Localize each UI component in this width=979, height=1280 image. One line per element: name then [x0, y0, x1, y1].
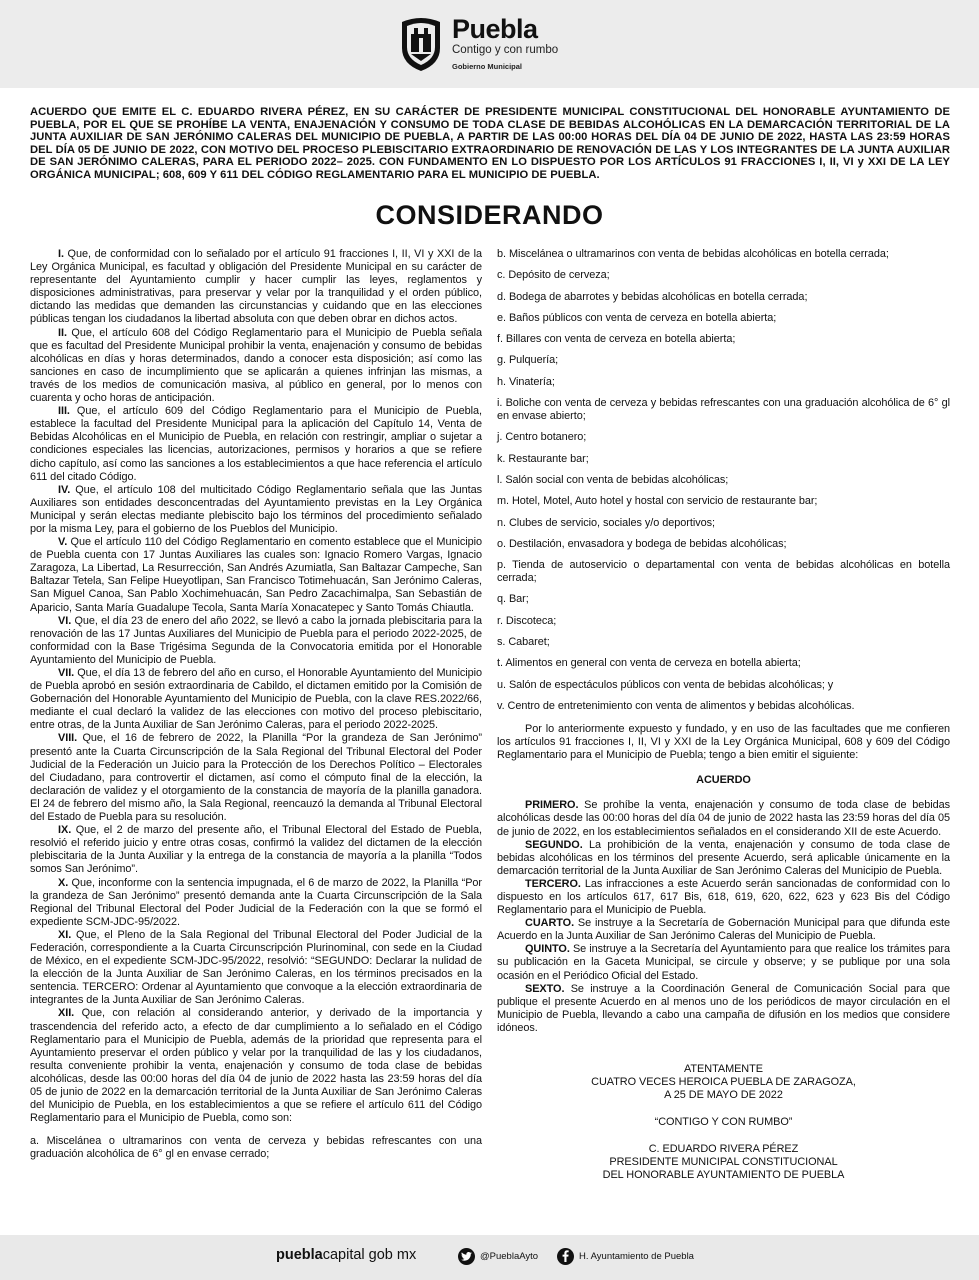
establishment-item: h. Vinatería;: [497, 375, 555, 388]
establishment-item: t. Alimentos en general con venta de cerveza en botella abierta;: [497, 657, 801, 670]
establishment-item: n. Clubes de servicio, sociales y/o deportivos;: [497, 516, 715, 529]
considerando-paragraph: VII. Que, el día 13 de febrero del año en curso, el Honorable Ayuntamiento del Municipio de Puebla aprobó en sesión extraordinaria de Cabildo, el dictamen emitido por la Comisión de Gobernación del Honorable Ayuntamiento del Municipio de Puebla, con la clave RES.2022/66, mediante el cual declaró la validez de las elecciones con motivo del proceso plebiscitario, entre otras, de la Junta Auxiliar de San Jerónimo Caleras, para el periodo 2022-2025.: [30, 667, 482, 732]
acuerdo-paragraph: QUINTO. Se instruye a la Secretaría del Ayuntamiento para que realice los trámites para su publicación en la Gaceta Municipal, se circule y observe; y se publique por una sola ocasión en el Periódico Oficial del Estado.: [497, 943, 950, 982]
signature-line: PRESIDENTE MUNICIPAL CONSTITUCIONAL: [609, 1156, 838, 1168]
left-column: [30, 248, 482, 1161]
considerando-paragraph: III. Que, el artículo 609 del Código Reglamentario para el Municipio de Puebla, establece la facultad del Presidente Municipal para la aplicación del Capítulo 14, Venta de Bebidas Alcohólicas en el Municipio de Puebla, en relación con restringir, ampliar o sujetar a condiciones especiales las licencias, autorizaciones, permisos y horarios a que se refiere dicho capítulo, así como las sanciones a los establecimientos a que hace referencia el artículo 611 del citado Código.: [30, 405, 482, 483]
considerando-paragraph: II. Que, el artículo 608 del Código Reglamentario para el Municipio de Puebla señala que es facultad del Presidente Municipal prohibir la venta, enajenación y consumo de bebidas alcohólicas en días y horas determinados, dando a conocer esta disposición; así como las sanciones en caso de incumplimiento que se aplicarán a quienes infrinjan las mismas, a través de los medios de comunicación masiva, al público en general, por lo menos con cuarenta y ocho horas de anticipación.: [30, 326, 482, 405]
establishment-item: j. Centro botanero;: [497, 431, 587, 444]
establishment-list: [497, 248, 950, 713]
acuerdo-paragraph: PRIMERO. Se prohíbe la venta, enajenación y consumo de toda clase de bebidas alcohólicas desde las 00:00 horas del día 04 de junio de 2022 hasta las 23:59 horas del día 05 de junio de 2022, en los establecimientos señalados en el considerando XII de este Acuerdo.: [497, 799, 950, 838]
signature-line: DEL HONORABLE AYUNTAMIENTO DE PUEBLA: [602, 1169, 845, 1181]
establishment-item: v. Centro de entretenimiento con venta de alimentos y bebidas alcohólicas.: [497, 699, 855, 712]
signature-line: A 25 DE MAYO DE 2022: [664, 1089, 783, 1101]
establishment-item: d. Bodega de abarrotes y bebidas alcohólicas en botella cerrada;: [497, 290, 808, 303]
footer-band: [0, 1235, 979, 1280]
establishment-item: e. Baños públicos con venta de cerveza en botella abierta;: [497, 311, 777, 324]
considerando-paragraph: VIII. Que, el 16 de febrero de 2022, la Planilla “Por la grandeza de San Jerónimo” presentó ante la Cuarta Circunscripción de la Sala Regional del Tribunal Electoral del Poder Judicial de la Federación un Juicio para la Protección de los Derechos Político – Electorales del Ciudadano, para controvertir el dictamen, así como el cómputo final de la elección, la declaración de validez y el otorgamiento de la constancia de mayoría de la planilla ganadora. El 24 de febrero del mismo año, la Sala Regional, reencauzó la demanda al Tribunal Electoral del Estado de Puebla para su resolución.: [30, 732, 482, 824]
brand-name: Puebla: [452, 14, 538, 44]
considerando-paragraph: V. Que el artículo 110 del Código Reglamentario en comento establece que el Municipio de Puebla cuenta con 17 Juntas Auxiliares las cuales son: Ignacio Romero Vargas, Ignacio Zaragoza, La Libertad, La Resurrección, San Andrés Azumiatla, San Baltazar Campeche, San Baltazar Tetela, San Felipe Hueyotlipan, San Francisco Totimehuacán, San Jerónimo Caleras, San Miguel Canoa, San Pablo Xochimehuacán, San Pedro Zacachimalpa, San Sebastián de Aparicio, Santa María Guadalupe Tecola, Santa María Xonacatepec y Santo Tomás Chiautla.: [30, 536, 482, 614]
considerando-paragraph: I. Que, de conformidad con lo señalado por el artículo 91 fracciones I, II, VI y XXI de la Ley Orgánica Municipal, es facultad y obligación del Presidente Municipal en su carácter de representante del Ayuntamiento cumplir y hacer cumplir las leyes, reglamentos y disposiciones administrativas, para preservar y velar por la tranquilidad y el orden público, dictando las medidas que demanden las circunstancias y cuidando que en las elecciones públicas tengan los ciudadanos la libertad absoluta con que deben obrar en dichos actos.: [30, 248, 482, 326]
acuerdo-heading: ACUERDO: [696, 774, 751, 787]
establishment-item: b. Miscelánea o ultramarinos con venta de bebidas alcohólicas en botella cerrada;: [497, 248, 889, 260]
decree-title: ACUERDO QUE EMITE EL C. EDUARDO RIVERA PÉREZ, EN SU CARÁCTER DE PRESIDENTE MUNICIPAL CONSTITUCIONAL DEL HONORABLE AYUNTAMIENTO DE PUEBLA, POR EL QUE SE PROHÍBE LA VENTA, ENAJENACIÓN Y CONSUMO DE TODA CLASE DE BEBIDAS ALCOHÓLICAS EN LA DEMARCACIÓN TERRITORIAL DE LA JUNTA AUXILIAR DE SAN JERÓNIMO CALERAS DEL MUNICIPIO DE PUEBLA, A PARTIR DE LAS 00:00 HORAS DEL DÍA 04 DE JUNIO DE 2022, HASTA LAS 23:59 HORAS DEL DÍA 05 DE JUNIO DE 2022, CON MOTIVO DEL PROCESO PLEBISCITARIO EXTRAORDINARIO DE RENOVACIÓN DE LAS Y LOS INTEGRANTES DE LA JUNTA AUXILIAR DE SAN JERÓNIMO CALERAS, PARA EL PERIODO 2022– 2025. CON FUNDAMENTO EN LO DISPUESTO POR LOS ARTÍCULOS 91 FRACCIONES I, II, VI y XXI DE LA LEY ORGÁNICA MUNICIPAL; 608, 609 Y 611 DEL CÓDIGO REGLAMENTARIO PARA EL MUNICIPIO DE PUEBLA.: [30, 106, 950, 181]
considerando-paragraph: IX. Que, el 2 de marzo del presente año, el Tribunal Electoral del Estado de Puebla, resolvió el referido juicio y entre otras cosas, confirmó la validez del dictamen de la elección plebiscitaria de la Junta Auxiliar y la entrega de la constancia de mayoría a la planilla “Todos somos San Jerónimo”.: [30, 824, 482, 876]
establishment-item: a. Miscelánea o ultramarinos con venta de cerveza y bebidas refrescantes con una graduación alcohólica de 6° gl en envase cerrado;: [30, 1135, 482, 1161]
acuerdo-paragraph: SEXTO. Se instruye a la Coordinación General de Comunicación Social para que publique el presente Acuerdo en al menos uno de los periódicos de mayor circulación en el Municipio de Puebla, llevando a cabo una campaña de difusión en los medios que considere idóneos.: [497, 982, 950, 1034]
closing-paragraph: Por lo anteriormente expuesto y fundado, y en uso de las facultades que me confieren los artículos 91 fracciones I, II, VI y XXI de la Ley Orgánica Municipal, 608 y 609 del Código Reglamentario para el Municipio de Puebla; tengo a bien emitir el siguiente:: [497, 722, 950, 762]
right-column: [497, 248, 950, 1182]
brand-subtitle: Gobierno Municipal: [452, 62, 523, 71]
facebook-name: H. Ayuntamiento de Puebla: [579, 1250, 694, 1262]
establishment-item: i. Boliche con venta de cerveza y bebidas refrescantes con una graduación alcohólica de 6° gl en envase abierto;: [497, 397, 950, 423]
establishment-item: p. Tienda de autoservicio o departamental con venta de bebidas alcohólicas en botella cerrada;: [497, 559, 950, 585]
establishment-item: s. Cabaret;: [497, 636, 550, 649]
considerando-heading: CONSIDERANDO: [375, 200, 604, 230]
considerando-paragraph: XII. Que, con relación al considerando anterior, y derivado de la importancia y trascendencia del referido acto, a efecto de dar cumplimiento a lo señalado en el Código Reglamentario para el Municipio de Puebla, además de la prioridad que representa para el Ayuntamiento preservar el orden público y velar por la tranquilidad de las y los ciudadanos, resulta conveniente prohibir la venta, enajenación y consumo de toda clase de bebidas alcohólicas, desde las 00:00 horas del día 04 de junio de 2022 hasta las 23:59 horas del día 05 de junio de 2022 en la demarcación territorial de la Junta Auxiliar de San Jerónimo Caleras del Municipio de Puebla, en los establecimientos a que se refiere el artículo 611 del Código Reglamentario para el Municipio de Puebla, como son:: [30, 1007, 482, 1125]
establishment-item: l. Salón social con venta de bebidas alcohólicas;: [497, 473, 729, 486]
considerando-paragraph: IV. Que, el artículo 108 del multicitado Código Reglamentario señala que las Juntas Auxiliares son entidades desconcentradas del Ayuntamiento previstas en la Ley Orgánica Municipal y serán electas mediante plebiscito bajo los términos del procedimiento señalado por la misma Ley, para el gobierno de los Pueblos del Municipio.: [30, 483, 482, 535]
facebook-link[interactable]: [557, 1246, 694, 1266]
city-seal-icon: [398, 14, 444, 72]
establishment-item: q. Bar;: [497, 593, 529, 606]
twitter-handle: @PueblaAyto: [480, 1250, 539, 1262]
establishment-item: k. Restaurante bar;: [497, 452, 589, 465]
establishment-item: r. Discoteca;: [497, 614, 557, 627]
establishment-item: u. Salón de espectáculos públicos con venta de bebidas alcohólicas; y: [497, 678, 834, 691]
signature-block: [497, 1063, 950, 1182]
signature-line: CUATRO VECES HEROICA PUEBLA DE ZARAGOZA,: [591, 1076, 856, 1088]
brand-slogan: Contigo y con rumbo: [452, 44, 559, 56]
considerando-paragraph: VI. Que, el día 23 de enero del año 2022, se llevó a cabo la jornada plebiscitaria para la renovación de las 17 Juntas Auxiliares del Municipio de Puebla para el periodo 2022-2025, de conformidad con la Base Trigésima Segunda de la Convocatoria emitida por el Honorable Ayuntamiento del Municipio de Puebla.: [30, 614, 482, 666]
acuerdo-paragraph: CUARTO. Se instruye a la Secretaría de Gobernación Municipal para que difunda este Acuerdo en la Junta Auxiliar de San Jerónimo Caleras del Municipio de Puebla.: [497, 917, 950, 943]
site-link[interactable]: pueblacapital gob mx: [276, 1247, 417, 1263]
establishment-item: m. Hotel, Motel, Auto hotel y hostal con servicio de restaurante bar;: [497, 495, 818, 508]
acuerdo-paragraph: SEGUNDO. La prohibición de la venta, enajenación y consumo de toda clase de bebidas alcohólicas en los términos del presente Acuerdo, será aplicable únicamente en la demarcación territorial de la Junta Auxiliar de San Jerónimo Caleras del Municipio de Puebla.: [497, 838, 950, 877]
establishment-item: c. Depósito de cerveza;: [497, 269, 610, 282]
twitter-icon: [458, 1248, 475, 1265]
establishment-item: g. Pulquería;: [497, 354, 559, 367]
establishment-item: f. Billares con venta de cerveza en botella abierta;: [497, 333, 736, 346]
facebook-icon: [557, 1248, 574, 1265]
twitter-link[interactable]: [458, 1246, 538, 1266]
header-band: [0, 0, 979, 88]
considerando-paragraph: X. Que, inconforme con la sentencia impugnada, el 6 de marzo de 2022, la Planilla “Por la grandeza de San Jerónimo” presentó demanda ante la Cuarta Circunscripción de la Sala Regional del Tribunal Electoral del Poder Judicial de la Federación con la que se formó el expediente SCM-JDC-95/2022.: [30, 876, 482, 928]
signature-line: “CONTIGO Y CON RUMBO”: [654, 1116, 793, 1128]
signature-line: C. EDUARDO RIVERA PÉREZ: [648, 1143, 799, 1155]
puebla-logo[interactable]: [398, 14, 580, 76]
considerando-paragraph: XI. Que, el Pleno de la Sala Regional del Tribunal Electoral del Poder Judicial de la Federación, correspondiente a la Cuarta Circunscripción Plurinominal, con sede en la Ciudad de México, en el expediente SCM-JDC-95/2022, resolvió: “SEGUNDO: Declarar la nulidad de la elección de la Junta Auxiliar de San Jerónimo Caleras, en los términos precisados en la sentencia. TERCERO: Ordenar al Ayuntamiento que convoque a la elección extraordinaria de integrantes de la Junta Auxiliar de San Jerónimo Caleras.: [30, 928, 482, 1007]
establishment-item: o. Destilación, envasadora y bodega de bebidas alcohólicas;: [497, 537, 787, 550]
acuerdo-paragraph: TERCERO. Las infracciones a este Acuerdo serán sancionadas de conformidad con lo dispuesto en los artículos 617, 617 Bis, 618, 619, 620, 622, 623 y 623 Bis del Código Reglamentario para el Municipio de Puebla.: [497, 877, 950, 917]
signature-line: ATENTAMENTE: [684, 1063, 763, 1075]
